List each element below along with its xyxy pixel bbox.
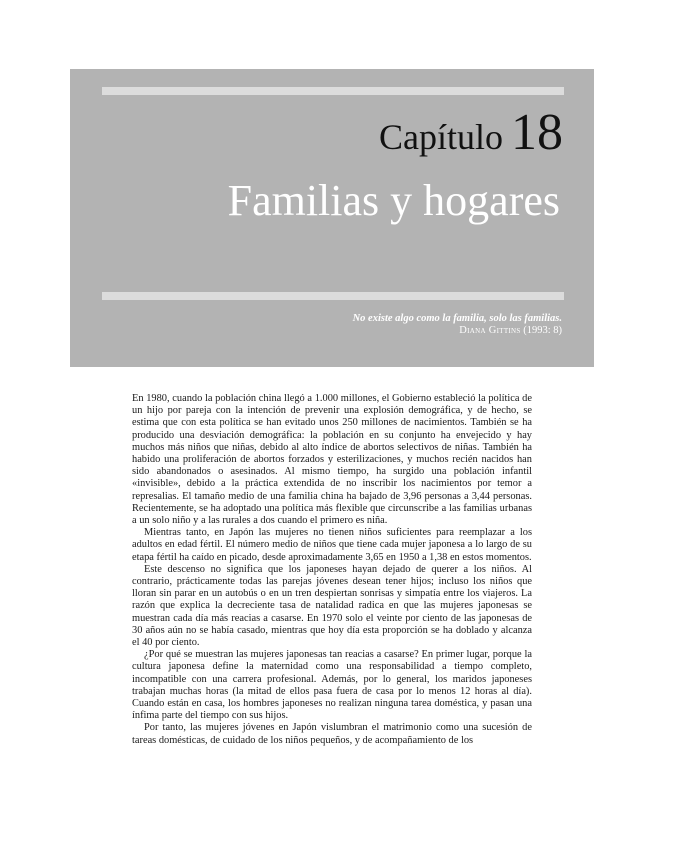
banner-top-rule [102, 87, 564, 95]
body-text [132, 393, 532, 747]
chapter-word: Capítulo [379, 117, 503, 157]
body-paragraph: ¿Por qué se muestran las mujeres japonesas tan reacias a casarse? En primer lugar, porque la cultura japonesa define la maternidad como una responsabilidad a tiempo completo, incompatible con una carrera profesional. Además, por lo general, los maridos japoneses trabajan muchas horas (la mitad de ellos pasa fuera de casa por lo menos 12 horas al día). Cuando están en casa, los hombres japoneses no realizan ninguna tarea doméstica, y pasan una ínfima parte del tiempo con sus hijos. [132, 649, 532, 722]
body-paragraph: Mientras tanto, en Japón las mujeres no tienen niños suficientes para reemplazar a los adultos en edad fértil. El número medio de niños que tiene cada mujer japonesa a lo largo de su etapa fértil ha caído en picado, desde aproximadamente 3,65 en 1950 a 1,38 en estos momentos. [132, 527, 532, 563]
chapter-title: Familias y hogares [227, 176, 560, 225]
body-paragraph: Por tanto, las mujeres jóvenes en Japón vislumbran el matrimonio como una sucesión de tareas domésticas, de cuidado de los niños pequeños, y de acompañamiento de los [132, 722, 532, 746]
epigraph [353, 313, 562, 337]
epigraph-source [353, 325, 562, 337]
banner-bottom-rule [102, 292, 564, 300]
body-paragraph: En 1980, cuando la población china llegó a 1.000 millones, el Gobierno estableció la política de un hijo por pareja con la intención de prevenir una explosión demográfica, y de hecho, se estima que con esta política se han evitado unos 250 millones de nacimientos. También se ha producido una desviación demográfica: la población en su conjunto ha envejecido y hay muchos más niños que niñas, debido al alto índice de abortos selectivos de niñas. También ha habido una proliferación de abortos forzados y esterilizaciones, y muchos recién nacidos han sido abandonados o asesinados. Al mismo tiempo, ha surgido una población infantil «invisible», debido a la práctica extendida de no inscribir los nacimientos por temor a represalias. El tamaño medio de una familia china ha bajado de 3,96 personas a 3,44 personas. Recientemente, se ha adoptado una política más flexible que circunscribe a las familias urbanas a un solo niño y a las rurales a dos cuando el primero es niña. [132, 393, 532, 527]
epigraph-year: (1993: 8) [523, 325, 562, 336]
chapter-heading [379, 104, 563, 161]
epigraph-quote: No existe algo como la familia, solo las familias. [352, 313, 562, 324]
epigraph-author: Diana Gittins [459, 325, 521, 336]
body-paragraph: Este descenso no significa que los japoneses hayan dejado de querer a los niños. Al contrario, prácticamente todas las parejas jóvenes desean tener hijos; incluso los niños que lloran sin parar en un autobús o en un tren despiertan sonrisas y simpatía entre los viajeros. La razón que explica la decreciente tasa de natalidad radica en que las mujeres japonesas se muestran cada día más reacias a casarse. En 1970 solo el veinte por ciento de las japonesas de 30 años aún no se había casado, mientras que hoy día esta proporción se ha doblado y alcanza el 40 por ciento. [132, 563, 532, 649]
chapter-banner [70, 69, 594, 367]
chapter-number: 18 [511, 104, 563, 161]
